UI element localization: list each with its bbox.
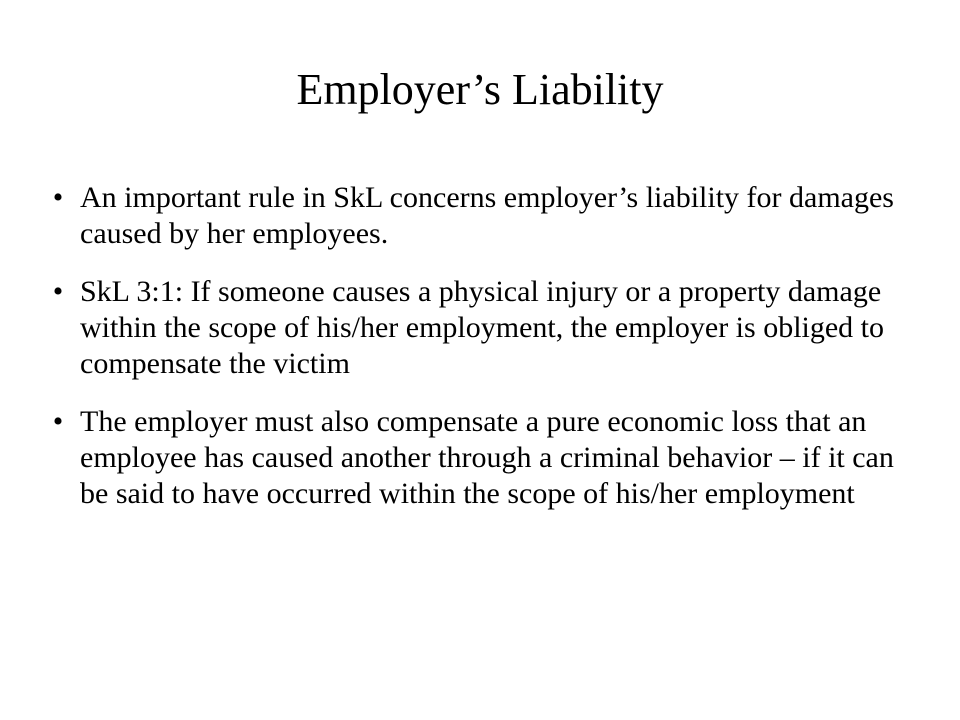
- bullet-marker: •: [52, 405, 64, 438]
- bullet-item: [48, 404, 928, 512]
- bullet-text: An important rule in SkL concerns employer’s liability for damages caused by her employees.: [80, 181, 894, 250]
- bullet-marker: •: [52, 181, 64, 214]
- bullet-marker: •: [52, 275, 64, 308]
- bullet-list: [48, 180, 928, 534]
- bullet-item: [48, 180, 928, 252]
- bullet-item: [48, 274, 928, 382]
- slide-title: Employer’s Liability: [296, 65, 664, 114]
- bullet-text: SkL 3:1: If someone causes a physical injury or a property damage within the scope of his/her employment, the employer is obliged to compensate the victim: [80, 275, 885, 380]
- bullet-text: The employer must also compensate a pure economic loss that an employee has caused another through a criminal behavior – if it can be said to have occurred within the scope of his/her employment: [80, 405, 894, 510]
